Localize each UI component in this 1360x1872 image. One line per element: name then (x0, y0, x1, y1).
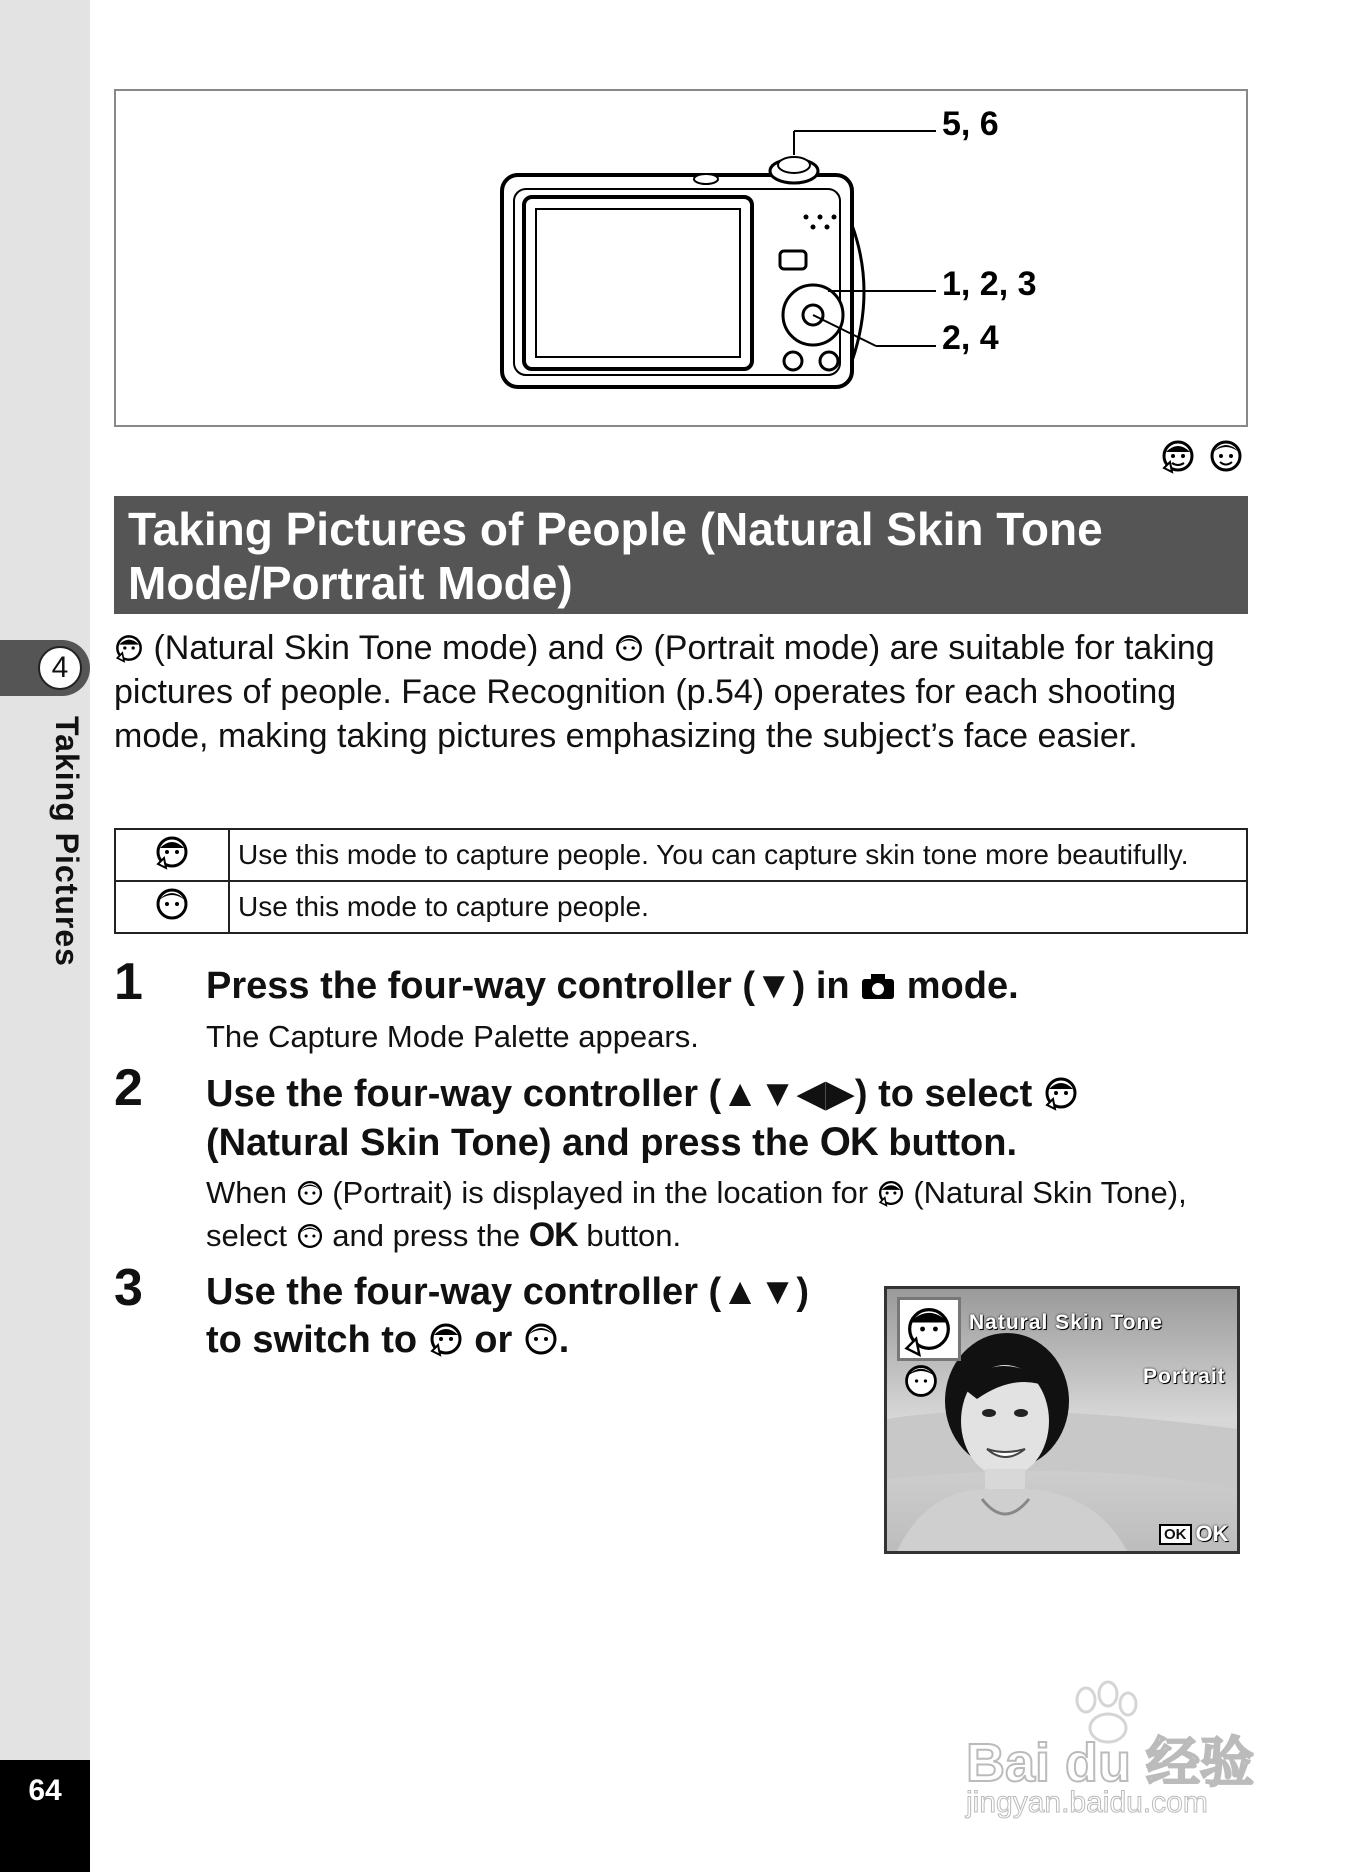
step-3-heading (206, 1268, 866, 1364)
lcd-ok-label: OK (1195, 1521, 1229, 1546)
callout-ok-button: 2, 4 (942, 319, 999, 357)
table-row (115, 829, 1247, 881)
natural-skin-tone-icon (154, 834, 190, 870)
lcd-ok-guide (1159, 1521, 1229, 1547)
portrait-icon (154, 886, 190, 922)
ok-button-glyph: OK (528, 1216, 578, 1254)
step-2-body-text-a: When (206, 1175, 287, 1210)
chapter-title: Taking Pictures (49, 716, 85, 967)
natural-skin-tone-icon (428, 1321, 464, 1357)
step-3-or: or (474, 1319, 513, 1361)
step-2-body-text-d: and press the (332, 1218, 521, 1253)
natural-skin-tone-icon (1160, 438, 1196, 474)
table-cell: Use this mode to capture people. (229, 881, 1247, 933)
step-2-heading-text-2: (Natural Skin Tone) and press the (206, 1122, 810, 1164)
ok-button-glyph: OK (819, 1120, 878, 1164)
step-2-body-text-b: (Portrait) is displayed in the location for (332, 1175, 869, 1210)
portrait-icon (614, 633, 644, 663)
portrait-icon (1208, 438, 1244, 474)
watermark-brand: Bai du 经验 (966, 1733, 1255, 1793)
step-3-number: 3 (114, 1259, 143, 1317)
lcd-label-portrait: Portrait (1143, 1365, 1226, 1388)
step-2-body-text-e: button. (586, 1218, 682, 1253)
natural-skin-tone-icon (877, 1179, 905, 1207)
chapter-number: 4 (38, 646, 82, 690)
camera-figure (114, 89, 1248, 427)
step-2-heading-end: button. (888, 1122, 1018, 1164)
step-2-heading-text: Use the four-way controller (▲▼◀▶) to select (206, 1073, 1033, 1115)
step-1-number: 1 (114, 953, 143, 1011)
step-2-body-text-c: (Natural Skin Tone), select (206, 1175, 1187, 1253)
modes-table (114, 828, 1248, 934)
step-1-heading (206, 962, 1019, 1010)
natural-skin-tone-icon (900, 1300, 958, 1358)
step-3-period: . (558, 1319, 570, 1361)
camera-icon (860, 971, 896, 1001)
portrait-icon (901, 1361, 941, 1401)
step-3-heading-text-2: to switch to (206, 1319, 418, 1361)
table-icon-cell (115, 829, 229, 881)
natural-skin-tone-icon (1043, 1075, 1079, 1111)
callout-controller: 1, 2, 3 (942, 265, 1037, 303)
step-1-heading-end: mode. (906, 965, 1019, 1007)
page-number: 64 (28, 1774, 62, 1807)
watermark-url: jingyan.baidu.com (966, 1786, 1208, 1819)
selected-mode-frame (897, 1297, 961, 1361)
table-cell: Use this mode to capture people. You can capture skin tone more beautifully. (229, 829, 1247, 881)
lcd-screen-preview (884, 1286, 1240, 1554)
step-1-body: The Capture Mode Palette appears. (206, 1019, 699, 1054)
portrait-icon (296, 1179, 324, 1207)
portrait-icon (296, 1222, 324, 1250)
step-3-heading-text: Use the four-way controller (▲▼) (206, 1271, 810, 1313)
intro-text-2: (Portrait mode) are suitable for taking pictures of people. Face Recognition (p.54) operates for each shooting mode, making taking pictures emphasizing the subject’s face easier. (114, 629, 1215, 755)
natural-skin-tone-icon (114, 633, 144, 663)
lcd-label-natural-skin-tone: Natural Skin Tone (969, 1311, 1163, 1334)
camera-back-illustration (116, 91, 1246, 425)
callout-shutter: 5, 6 (942, 105, 999, 143)
ok-key-icon: OK (1159, 1524, 1192, 1545)
intro-text-1: (Natural Skin Tone mode) and (153, 629, 605, 667)
page-title: Taking Pictures of People (Natural Skin Tone Mode/Portrait Mode) (114, 496, 1248, 614)
mode-icons-header (1160, 438, 1244, 474)
portrait-icon (523, 1321, 559, 1357)
table-row (115, 881, 1247, 933)
step-2-number: 2 (114, 1059, 143, 1117)
table-icon-cell (115, 881, 229, 933)
intro-paragraph (114, 626, 1248, 758)
step-2-body (206, 1172, 1246, 1257)
step-2-heading (206, 1070, 1246, 1167)
step-1-heading-text: Press the four-way controller (▼) in (206, 965, 850, 1007)
